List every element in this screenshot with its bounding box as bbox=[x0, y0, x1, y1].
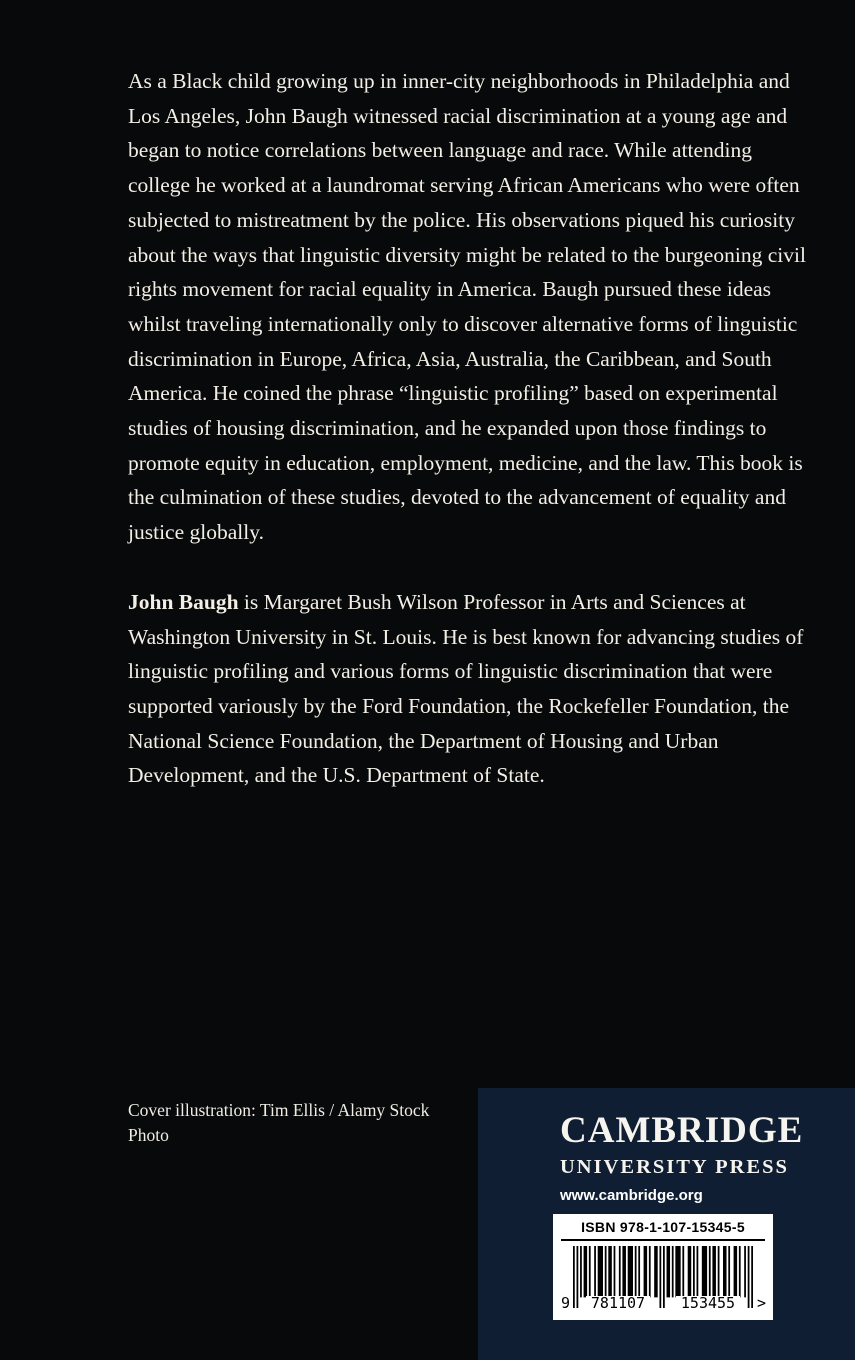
back-cover-text bbox=[128, 64, 806, 793]
barcode-digits-group1: 781107 bbox=[586, 1296, 650, 1311]
publisher-panel bbox=[478, 1088, 855, 1360]
barcode bbox=[561, 1246, 765, 1311]
publisher-website: www.cambridge.org bbox=[560, 1186, 703, 1204]
isbn-box bbox=[553, 1214, 773, 1320]
author-bio-paragraph bbox=[128, 585, 806, 793]
publisher-subname: UNIVERSITY PRESS bbox=[560, 1156, 789, 1178]
barcode-digits bbox=[573, 1293, 766, 1312]
barcode-column bbox=[573, 1246, 766, 1312]
synopsis-paragraph: As a Black child growing up in inner-city neighborhoods in Philadelphia and Los Angeles, John Baugh witnessed racial discrimination at a young age and began to notice correlations between language and race. While attending college he worked at a laundromat serving African Americans who were often subjected to mistreatment by the police. His observations piqued his curiosity about the ways that linguistic diversity might be related to the burgeoning civil rights movement for racial equality in America. Baugh pursued these ideas whilst traveling internationally only to discover alternative forms of linguistic discrimination in Europe, Africa, Asia, Australia, the Caribbean, and South America. He coined the phrase “linguistic profiling” based on experimental studies of housing discrimination, and he expanded upon those findings to promote equity in education, employment, medicine, and the law. This book is the culmination of these studies, devoted to the advancement of equality and justice globally. bbox=[128, 69, 806, 545]
cover-credit: Cover illustration: Tim Ellis / Alamy Stock Photo bbox=[128, 1100, 430, 1145]
author-bio-text: is Margaret Bush Wilson Professor in Arts and Sciences at Washington University in St. Louis. He is best known for advancing studies of linguistic profiling and various forms of linguistic discrimination that were supported variously by the Ford Foundation, the Rockefeller Foundation, the National Science Foundation, the Department of Housing and Urban Development, and the U.S. Department of State. bbox=[128, 589, 804, 788]
publisher-name: CAMBRIDGE bbox=[560, 1110, 804, 1151]
barcode-end-mark: > bbox=[756, 1293, 766, 1312]
author-name: John Baugh bbox=[128, 589, 239, 614]
isbn-label: ISBN 978-1-107-15345-5 bbox=[561, 1219, 765, 1241]
barcode-digits-group2: 153455 bbox=[676, 1296, 740, 1311]
barcode-digit-lead: 9 bbox=[561, 1293, 571, 1312]
